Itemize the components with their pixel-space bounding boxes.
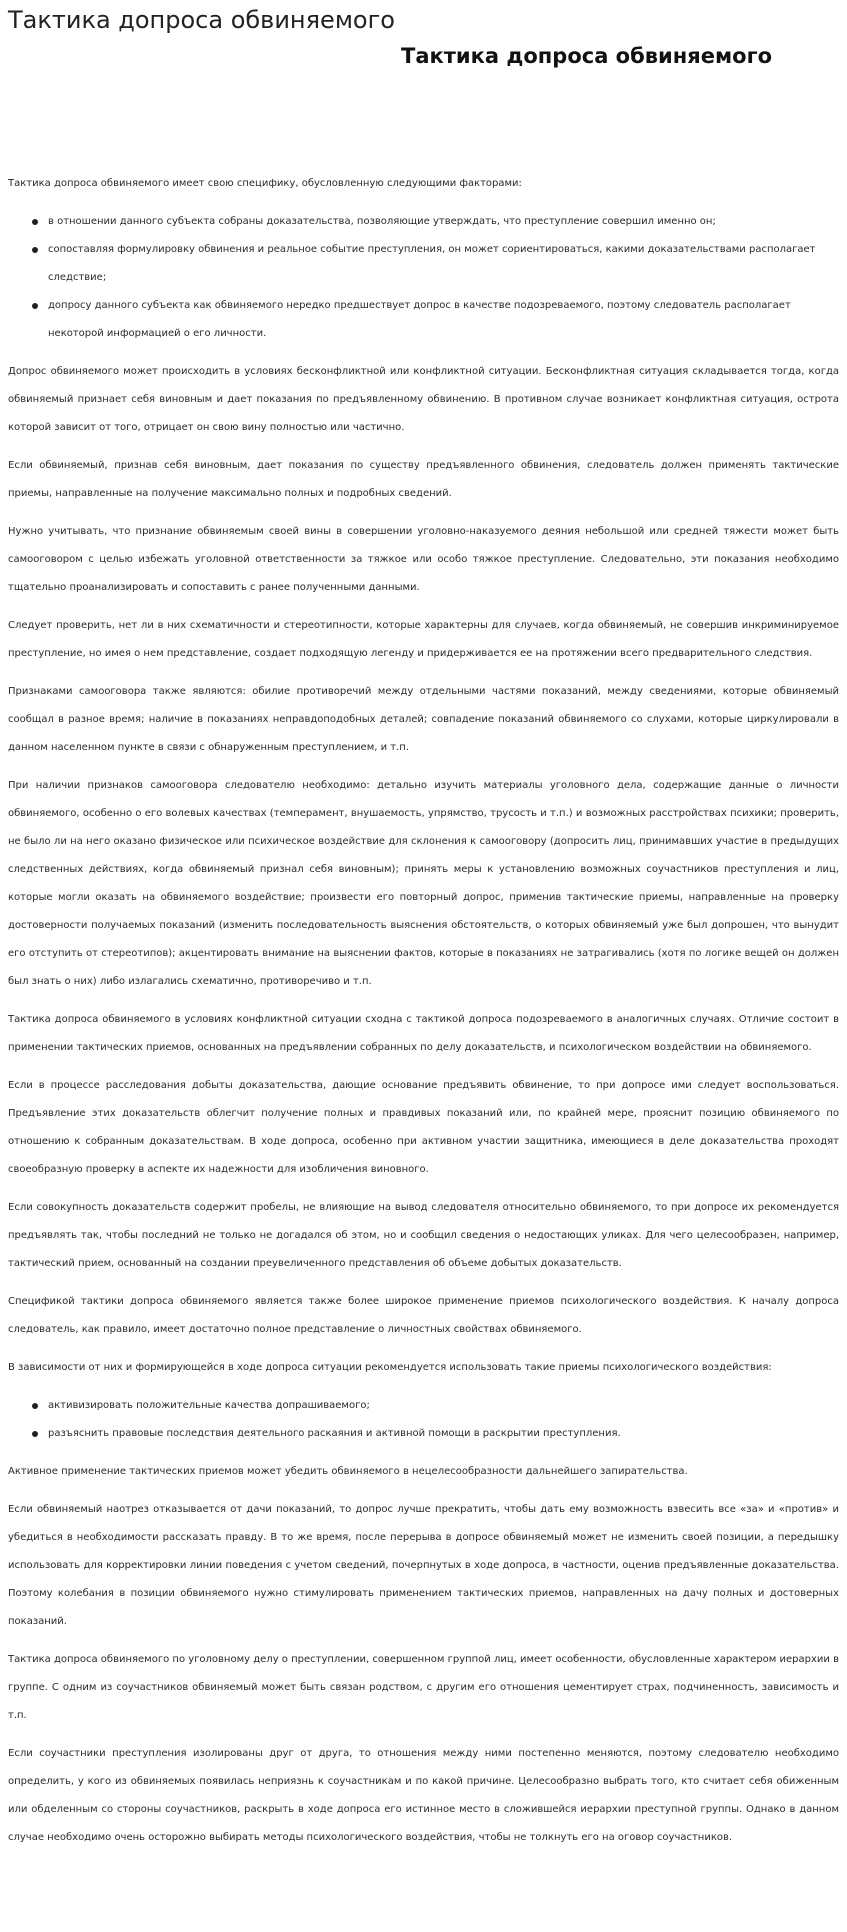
factors-list	[8, 208, 839, 348]
document-heading: Тактика допроса обвиняемого	[401, 44, 772, 68]
paragraph: Следует проверить, нет ли в них схематичности и стереотипности, которые характерны для случаев, когда обвиняемый, не совершив инкриминируемое преступление, но имея о нем представление, создает подходящую легенду и придерживается ее на протяжении всего предварительного следствия.	[8, 620, 839, 659]
paragraph: Тактика допроса обвиняемого в условиях конфликтной ситуации сходна с тактикой допроса подозреваемого в аналогичных случаях. Отличие состоит в применении тактических приемов, основанных на предъявлении собранных по делу доказательств, и психологическом воздействии на обвиняемого.	[8, 1014, 839, 1053]
list-item: допросу данного субъекта как обвиняемого нередко предшествует допрос в качестве подозреваемого, поэтому следователь располагает некоторой информацией о его личности.	[48, 292, 839, 348]
paragraph: Если обвиняемый наотрез отказывается от дачи показаний, то допрос лучше прекратить, чтобы дать ему возможность взвесить все «за» и «против» и убедиться в необходимости рассказать правду. В то же время, после перерыва в допросе обвиняемый может не изменить своей позиции, а передышку использовать для корректировки линии поведения с учетом сведений, почерпнутых в ходе допроса, в частности, оценив предъявленные доказательства. Поэтому колебания в позиции обвиняемого нужно стимулировать применением тактических приемов, направленных на дачу полных и достоверных показаний.	[8, 1504, 839, 1627]
paragraph: Допрос обвиняемого может происходить в условиях бесконфликтной или конфликтной ситуации. Бесконфликтная ситуация складывается тогда, когда обвиняемый признает себя виновным и дает показания по предъявленному обвинению. В противном случае возникает конфликтная ситуация, острота которой зависит от того, отрицает он свою вину полностью или частично.	[8, 366, 839, 433]
intro-paragraph: Тактика допроса обвиняемого имеет свою специфику, обусловленную следующими факторами:	[8, 178, 522, 189]
article-content	[8, 170, 839, 1862]
techniques-list	[8, 1392, 839, 1448]
paragraph: Если обвиняемый, признав себя виновным, дает показания по существу предъявленного обвинения, следователь должен применять тактические приемы, направленные на получение максимально полных и подробных сведений.	[8, 460, 839, 499]
page-title: Тактика допроса обвиняемого	[8, 6, 395, 34]
paragraph: Если соучастники преступления изолированы друг от друга, то отношения между ними постепенно меняются, поэтому следователю необходимо определить, у кого из обвиняемых появилась неприязнь к соучастникам и по какой причине. Целесообразно выбрать того, кто считает себя обиженным или обделенным со стороны соучастников, раскрыть в ходе допроса его истинное место в сложившейся иерархии преступной группы. Однако в данном случае необходимо очень осторожно выбирать методы психологического воздействия, чтобы не толкнуть его на оговор соучастников.	[8, 1748, 839, 1843]
list-item: активизировать положительные качества допрашиваемого;	[48, 1392, 839, 1420]
paragraph: Признаками самооговора также являются: обилие противоречий между отдельными частями показаний, между сведениями, которые обвиняемый сообщал в разное время; наличие в показаниях неправдоподобных деталей; совпадение показаний обвиняемого со слухами, которые циркулировали в данном населенном пункте в связи с обнаруженным преступлением, и т.п.	[8, 686, 839, 753]
paragraph: Нужно учитывать, что признание обвиняемым своей вины в совершении уголовно-наказуемого деяния небольшой или средней тяжести может быть самооговором с целью избежать уголовной ответственности за тяжкое или особо тяжкое преступление. Следовательно, эти показания необходимо тщательно проанализировать и сопоставить с ранее полученными данными.	[8, 526, 839, 593]
paragraph: Тактика допроса обвиняемого по уголовному делу о преступлении, совершенном группой лиц, имеет особенности, обусловленные характером иерархии в группе. С одним из соучастников обвиняемый может быть связан родством, с другим его отношения цементирует страх, подчиненность, зависимость и т.п.	[8, 1654, 839, 1721]
paragraph: При наличии признаков самооговора следователю необходимо: детально изучить материалы уголовного дела, содержащие данные о личности обвиняемого, особенно о его волевых качествах (темперамент, внушаемость, упрямство, трусость и т.п.) и возможных расстройствах психики; проверить, не было ли на него оказано физическое или психическое воздействие для склонения к самооговору (допросить лиц, принимавших участие в предыдущих следственных действиях, когда обвиняемый признал себя виновным); принять меры к установлению возможных соучастников преступления и лиц, которые могли оказать на обвиняемого воздействие; произвести его повторный допрос, применив тактические приемы, направленные на проверку достоверности получаемых показаний (изменить последовательность выяснения обстоятельств, о которых обвиняемый уже был допрошен, что вынудит его отступить от стереотипов); акцентировать внимание на выяснении фактов, которые в показаниях не затрагивались (хотя по логике вещей он должен был знать о них) либо излагались схематично, противоречиво и т.п.	[8, 780, 839, 987]
list-item: в отношении данного субъекта собраны доказательства, позволяющие утверждать, что преступление совершил именно он;	[48, 208, 839, 236]
list-item: сопоставляя формулировку обвинения и реальное событие преступления, он может сориентироваться, какими доказательствами располагает следствие;	[48, 236, 839, 292]
paragraph: Если совокупность доказательств содержит пробелы, не влияющие на вывод следователя относительно обвиняемого, то при допросе их рекомендуется предъявлять так, чтобы последний не только не догадался об этом, но и сообщил сведения о недостающих уликах. Для чего целесообразен, например, тактический прием, основанный на создании преувеличенного представления об объеме добытых доказательств.	[8, 1202, 839, 1269]
paragraph: В зависимости от них и формирующейся в ходе допроса ситуации рекомендуется использовать такие приемы психологического воздействия:	[8, 1362, 772, 1373]
paragraph: Спецификой тактики допроса обвиняемого является также более широкое применение приемов психологического воздействия. К началу допроса следователь, как правило, имеет достаточно полное представление о личностных свойствах обвиняемого.	[8, 1296, 839, 1335]
paragraph: Активное применение тактических приемов может убедить обвиняемого в нецелесообразности дальнейшего запирательства.	[8, 1466, 688, 1477]
list-item: разъяснить правовые последствия деятельного раскаяния и активной помощи в раскрытии преступления.	[48, 1420, 839, 1448]
paragraph: Если в процессе расследования добыты доказательства, дающие основание предъявить обвинение, то при допросе ими следует воспользоваться. Предъявление этих доказательств облегчит получение полных и правдивых показаний или, по крайней мере, прояснит позицию обвиняемого по отношению к собранным доказательствам. В ходе допроса, особенно при активном участии защитника, имеющиеся в деле доказательства проходят своеобразную проверку в аспекте их надежности для изобличения виновного.	[8, 1080, 839, 1175]
